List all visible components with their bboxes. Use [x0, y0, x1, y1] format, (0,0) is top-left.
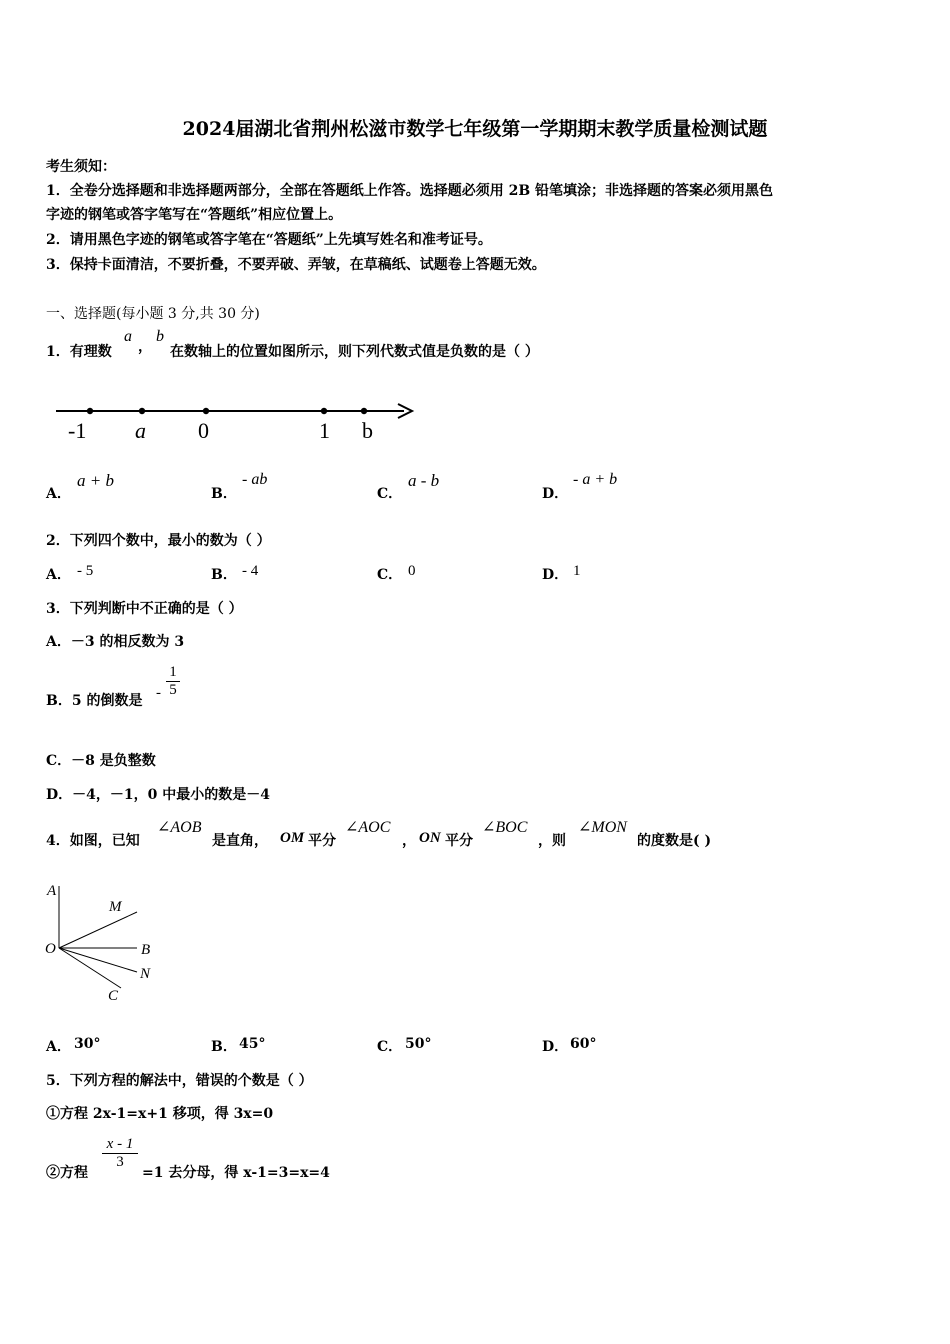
q1-number-line: [52, 395, 422, 445]
q1-option-b-label: B．: [211, 486, 237, 502]
q4-option-c-value: 50°: [405, 1036, 432, 1052]
q3-option-b-denominator: 5: [166, 681, 180, 699]
q4-var-on: ON: [419, 830, 441, 846]
number-line-label-one: 1: [319, 418, 330, 443]
figure-label-m: M: [109, 899, 122, 915]
q3-option-b-fraction: [166, 664, 180, 699]
q3-option-b-numerator: 1: [169, 664, 177, 680]
q1-suffix: 在数轴上的位置如图所示，则下列代数式值是负数的是（ ）: [170, 344, 539, 360]
ray-om: [59, 912, 137, 948]
q3-option-d: D．－4，－1，0 中最小的数是－4: [46, 787, 270, 803]
number-line-point-minus-one: [87, 408, 93, 414]
q3-stem: 3．下列判断中不正确的是（ ）: [46, 601, 243, 617]
notice-item-1-line-1: 1．全卷分选择题和非选择题两部分，全部在答题纸上作答。选择题必须用 2B 铅笔填涂；非选择题的答案必须用黑色: [46, 183, 774, 199]
q4-stem-part-3: 平分: [308, 833, 336, 849]
q5-item-2-denominator: 3: [102, 1153, 138, 1171]
number-line-point-zero: [203, 408, 209, 414]
q4-angle-figure: [40, 878, 170, 1008]
q4-option-b-label: B．: [211, 1039, 237, 1055]
q1-option-b-expr: - ab: [242, 471, 268, 488]
number-line-point-a: [139, 408, 145, 414]
q2-stem: 2．下列四个数中，最小的数为（ ）: [46, 533, 271, 549]
q1-prefix: 1．有理数: [46, 344, 112, 360]
q4-stem-part-6: ，则: [538, 833, 566, 849]
q3-option-b-sign: -: [156, 685, 161, 701]
q4-stem-part-4: ，: [402, 833, 416, 849]
q1-option-d-label: D．: [542, 486, 569, 502]
page-title: 2024届湖北省荆州松滋市数学七年级第一学期期末教学质量检测试题: [182, 118, 768, 140]
figure-label-a: A: [47, 883, 57, 899]
number-line-label-zero: 0: [198, 418, 209, 443]
section-heading-choice: 一、选择题(每小题 3 分,共 30 分): [46, 306, 260, 322]
q1-option-d-expr: - a + b: [573, 471, 618, 488]
q2-option-d-label: D．: [542, 567, 569, 583]
q2-option-c-label: C．: [377, 567, 403, 583]
q5-item-1: ①方程 2x-1=x+1 移项，得 3x=0: [46, 1106, 274, 1122]
q1-var-a: a: [124, 328, 132, 345]
q4-option-b-value: 45°: [239, 1036, 266, 1052]
q3-option-b-text: B．5 的倒数是: [46, 693, 143, 709]
q1-var-b: b: [156, 328, 164, 345]
ray-oc: [59, 948, 121, 988]
figure-label-b: B: [141, 942, 151, 958]
q4-angle-mon: ∠MON: [578, 819, 627, 836]
q2-option-a-value: - 5: [77, 563, 94, 579]
figure-label-n: N: [140, 966, 151, 982]
number-line-point-b: [361, 408, 367, 414]
q4-option-d-value: 60°: [570, 1036, 597, 1052]
q5-item-2-prefix: ②方程: [46, 1165, 88, 1181]
q5-item-2-suffix: =1 去分母，得 x-1=3=x=4: [142, 1165, 330, 1181]
number-line-label-a: a: [135, 418, 146, 443]
q2-option-c-value: 0: [408, 563, 416, 579]
notice-item-3: 3．保持卡面清洁，不要折叠，不要弄破、弄皱，在草稿纸、试题卷上答题无效。: [46, 257, 546, 273]
q4-option-c-label: C．: [377, 1039, 403, 1055]
ray-on: [59, 948, 137, 972]
q4-stem-part-5: 平分: [445, 833, 473, 849]
q4-option-a-value: 30°: [74, 1036, 101, 1052]
figure-label-c: C: [108, 988, 119, 1004]
q4-angle-aoc: ∠AOC: [345, 819, 391, 836]
q2-option-d-value: 1: [573, 563, 581, 579]
q4-stem-part-7: 的度数是( ): [637, 833, 712, 849]
q4-angle-aob: ∠AOB: [157, 819, 202, 836]
q4-angle-boc: ∠BOC: [482, 819, 528, 836]
q4-stem-part-2: 是直角，: [212, 833, 268, 849]
q5-item-2-fraction: [102, 1136, 138, 1171]
q1-comma: ，: [138, 339, 152, 355]
number-line-label-b: b: [362, 418, 373, 443]
q1-option-c-expr: a - b: [408, 471, 440, 490]
q2-option-b-value: - 4: [242, 563, 259, 579]
q2-option-b-label: B．: [211, 567, 237, 583]
q1-option-a-expr: a + b: [77, 471, 114, 490]
number-line-point-one: [321, 408, 327, 414]
q4-var-om: OM: [280, 830, 305, 846]
notice-item-2: 2．请用黑色字迹的钢笔或答字笔在“答题纸”上先填写姓名和准考证号。: [46, 232, 492, 248]
q3-option-c: C．－8 是负整数: [46, 753, 156, 769]
q1-option-c-label: C．: [377, 486, 403, 502]
q5-stem: 5．下列方程的解法中，错误的个数是（ ）: [46, 1073, 313, 1089]
number-line-label-minus-one: -1: [68, 418, 87, 443]
figure-label-o: O: [45, 941, 56, 957]
q4-option-d-label: D．: [542, 1039, 569, 1055]
notice-item-1-line-2: 字迹的钢笔或答字笔写在“答题纸”相应位置上。: [46, 207, 343, 223]
q1-option-a-label: A．: [46, 486, 71, 502]
q4-option-a-label: A．: [46, 1039, 71, 1055]
q3-option-a: A．－3 的相反数为 3: [46, 634, 185, 650]
q2-option-a-label: A．: [46, 567, 71, 583]
q5-item-2-numerator: x - 1: [106, 1136, 134, 1152]
q4-stem-part-1: 4．如图，已知: [46, 833, 140, 849]
notice-heading: 考生须知：: [46, 159, 116, 175]
